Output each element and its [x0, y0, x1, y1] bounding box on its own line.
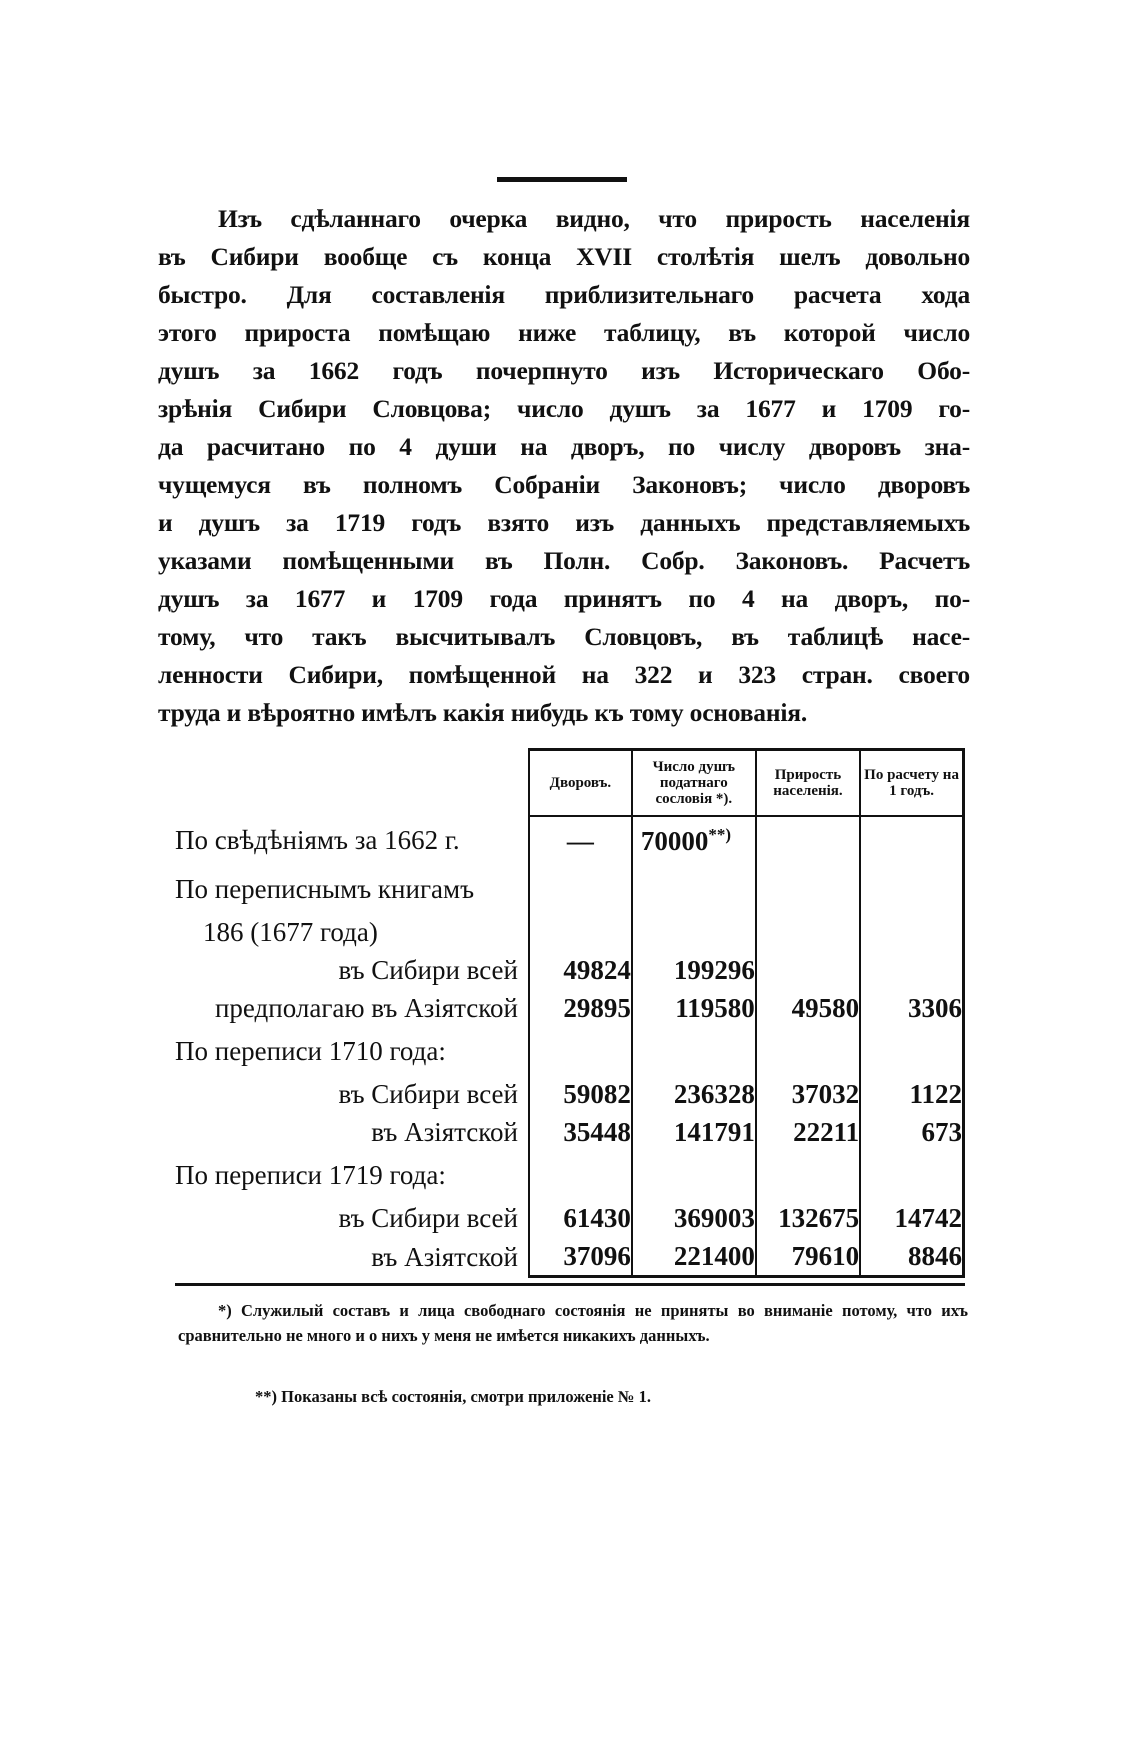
row-label: 186 (1677 года): [203, 917, 378, 947]
growth-cell: 79610: [756, 1237, 860, 1277]
yards-cell: 29895: [529, 989, 632, 1027]
yards-cell: 61430: [529, 1199, 632, 1237]
yards-cell: 49824: [529, 951, 632, 989]
per-year-cell: [860, 1151, 963, 1199]
table-row: [175, 951, 964, 989]
paragraph-line: душъ за 1677 и 1709 года принятъ по 4 на дворъ, по-: [158, 584, 970, 613]
growth-header: Прирость населенія.: [756, 750, 860, 817]
paragraph-line: и душъ за 1719 годъ взято изъ данныхъ представляемыхъ: [158, 508, 970, 537]
table-row: [175, 1199, 964, 1237]
growth-cell: [756, 865, 860, 913]
souls-cell: [632, 816, 756, 865]
souls-cell: [632, 1151, 756, 1199]
souls-cell: 119580: [632, 989, 756, 1027]
growth-cell: 22211: [756, 1113, 860, 1151]
footnote-1: *) Служилый составъ и лица свободнаго состоянія не приняты во вниманіе потому, что ихъ сравнительно не много и о нихъ у меня не имѣется никакихъ данныхъ.: [178, 1301, 968, 1345]
paragraph-line: тому, что такъ высчитывалъ Словцовъ, въ таблицѣ насе-: [158, 622, 970, 651]
footnote-mark: **): [708, 824, 731, 844]
table-row: [175, 1151, 964, 1199]
per-year-cell: 8846: [860, 1237, 963, 1277]
yards-cell: —: [529, 816, 632, 865]
table-row: [175, 1075, 964, 1113]
growth-cell: [756, 1027, 860, 1075]
per-year-cell: [860, 951, 963, 989]
section-divider: [497, 177, 627, 182]
per-year-cell: 14742: [860, 1199, 963, 1237]
paragraph-line: указами помѣщенными въ Полн. Собр. Законовъ. Расчетъ: [158, 546, 970, 575]
paragraph-line: душъ за 1662 годъ почерпнуто изъ Историческаго Обо-: [158, 356, 970, 385]
row-label: По свѣдѣніямъ за 1662 г.: [175, 825, 460, 855]
growth-cell: 49580: [756, 989, 860, 1027]
paragraph-line: этого прироста помѣщаю ниже таблицу, въ которой число: [158, 318, 970, 347]
paragraph-line: Изъ сдѣланнаго очерка видно, что прирость населенія: [218, 204, 970, 233]
table-row: [175, 1237, 964, 1277]
souls-cell: 199296: [632, 951, 756, 989]
souls-cell: [632, 1027, 756, 1075]
per-year-cell: 673: [860, 1113, 963, 1151]
row-label: въ Азіятской: [371, 1117, 518, 1147]
souls-header: Число душъ податнаго сословія *).: [632, 750, 756, 817]
souls-cell: 236328: [632, 1075, 756, 1113]
row-label: По переписи 1719 года:: [175, 1159, 446, 1190]
souls-cell: [632, 865, 756, 913]
growth-cell: [756, 1151, 860, 1199]
footnote-2: **) Показаны всѣ состоянія, смотри приложеніе № 1.: [255, 1387, 651, 1406]
paragraph-line: быстро. Для составленія приблизительнаго расчета хода: [158, 280, 970, 309]
per-year-cell: [860, 1027, 963, 1075]
per-year-cell: 3306: [860, 989, 963, 1027]
yards-cell: [529, 1027, 632, 1075]
paragraph-line: въ Сибири вообще съ конца XVII столѣтія шелъ довольно: [158, 242, 970, 271]
table-row: [175, 865, 964, 913]
population-table: [175, 748, 965, 1278]
row-label: въ Сибири всей: [338, 1079, 518, 1109]
souls-cell: 221400: [632, 1237, 756, 1277]
paragraph-line: зрѣнія Сибири Словцова; число душъ за 1677 и 1709 го-: [158, 394, 970, 423]
yards-cell: 59082: [529, 1075, 632, 1113]
per-year-cell: [860, 865, 963, 913]
label-column-header: [175, 750, 529, 817]
table-row: [175, 1113, 964, 1151]
per-year-cell: 1122: [860, 1075, 963, 1113]
row-label: въ Азіятской: [371, 1241, 518, 1272]
yards-cell: [529, 865, 632, 913]
table-row: [175, 989, 964, 1027]
yards-cell: [529, 913, 632, 951]
yards-header: Дворовъ.: [529, 750, 632, 817]
table-row: [175, 1027, 964, 1075]
growth-cell: 132675: [756, 1199, 860, 1237]
per-year-cell: [860, 913, 963, 951]
row-label: въ Сибири всей: [338, 1203, 518, 1233]
per-year-header: По расчету на 1 годъ.: [860, 750, 963, 817]
souls-value: 70000: [640, 825, 709, 856]
body-paragraph: [158, 200, 970, 732]
souls-cell: 141791: [632, 1113, 756, 1151]
souls-cell: [632, 913, 756, 951]
yards-cell: 37096: [529, 1237, 632, 1277]
per-year-cell: [860, 816, 963, 865]
paragraph-line: труда и вѣроятно имѣлъ какія нибудь къ тому основанія.: [158, 698, 807, 727]
paragraph-line: ленности Сибири, помѣщенной на 322 и 323 стран. своего: [158, 660, 970, 689]
row-label: По переписнымъ книгамъ: [175, 873, 475, 904]
paragraph-line: чущемуся въ полномъ Собраніи Законовъ; число дворовъ: [158, 470, 970, 499]
footnote-divider: [175, 1283, 965, 1286]
table-row: [175, 913, 964, 951]
row-label: предполагаю въ Азіятской: [214, 993, 518, 1023]
yards-cell: [529, 1151, 632, 1199]
growth-cell: [756, 951, 860, 989]
growth-cell: [756, 913, 860, 951]
row-label: въ Сибири всей: [338, 955, 518, 985]
growth-cell: 37032: [756, 1075, 860, 1113]
yards-cell: 35448: [529, 1113, 632, 1151]
souls-cell: 369003: [632, 1199, 756, 1237]
table-row: [175, 816, 964, 865]
growth-cell: [756, 816, 860, 865]
paragraph-line: да расчитано по 4 души на дворъ, по числу дворовъ зна-: [158, 432, 970, 461]
row-label: По переписи 1710 года:: [175, 1035, 446, 1066]
